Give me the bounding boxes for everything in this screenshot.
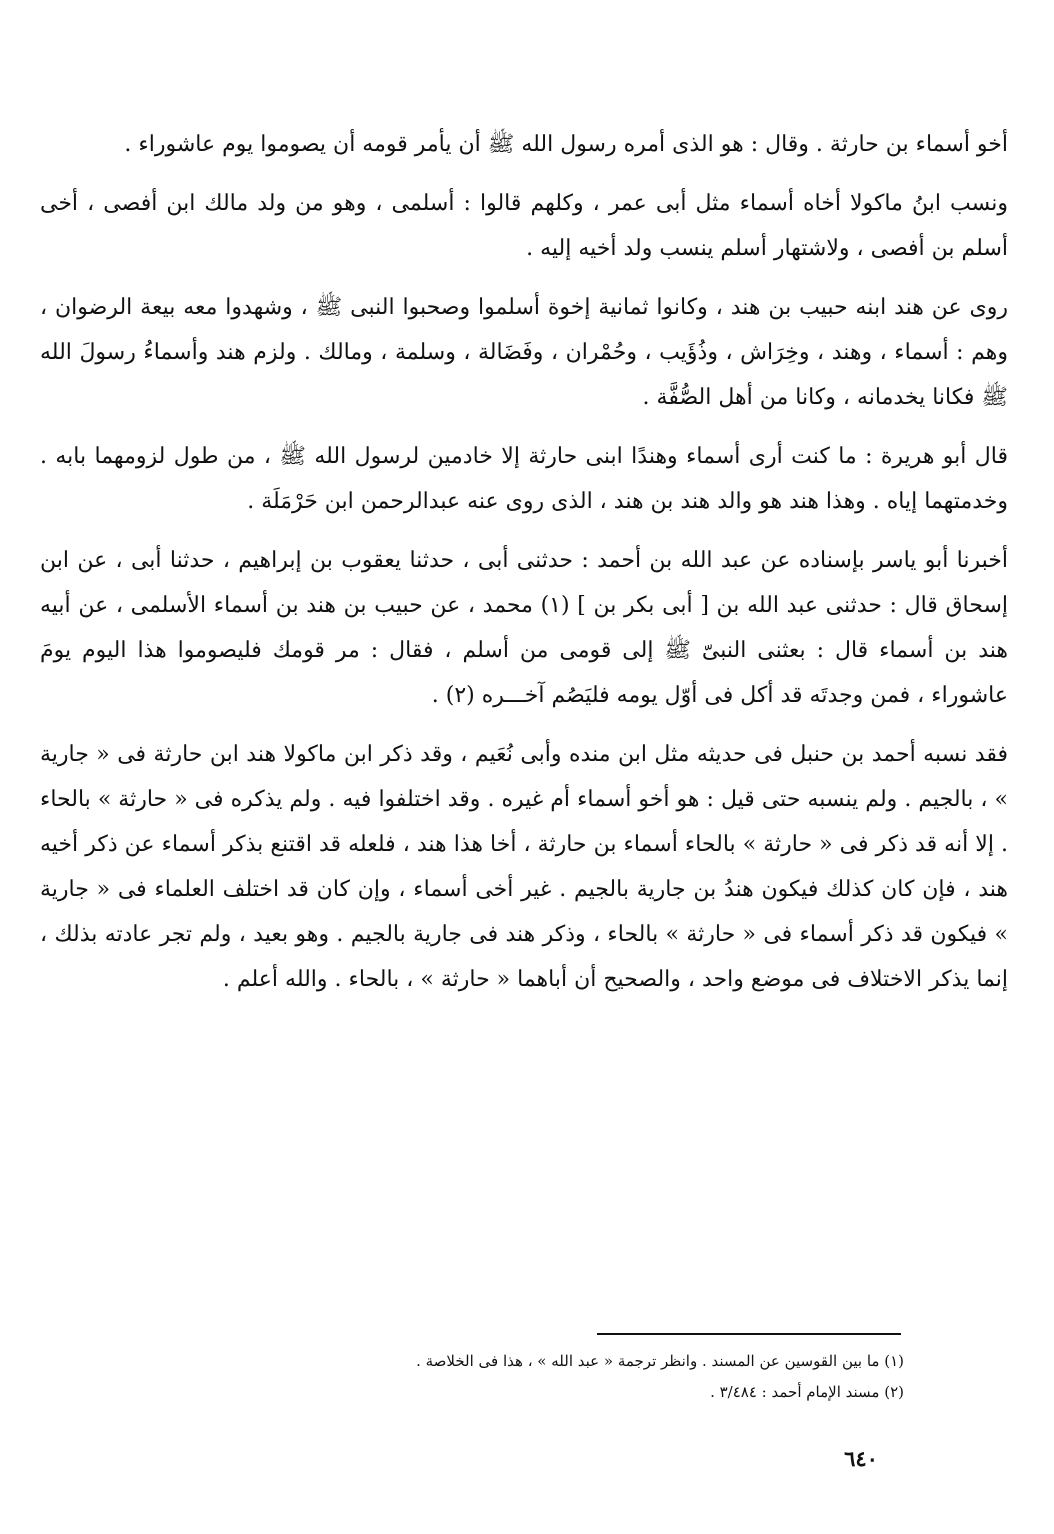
paragraph: ونسب ابنُ ماكولا أخاه أسماء مثل أبى عمر ، وكلهم قالوا : أسلمى ، وهو من ولد مالك ابن أفصى ، أخى أسلم بن أفصى ، ولاشتهار أسلم ينسب ولد أخيه إليه . [40, 191, 1008, 261]
paragraph: روى عن هند ابنه حبيب بن هند ، وكانوا ثمانية إخوة أسلموا وصحبوا النبى ﷺ ، وشهدوا معه بيعة الرضوان ، وهم : أسماء ، وهند ، وخِرَاش ، وذُؤَيب ، وحُمْران ، وفَضَالة ، وسلمة ، ومالك . ولزم هند وأسماءُ رسولَ الله ﷺ فكانا يخدمانه ، وكانا من أهل الصُّفَّة . [40, 295, 1008, 410]
footnote: (٢) مسند الإمام أحمد : ٣/٤٨٤ . [710, 1383, 904, 1401]
page-number: ٦٤٠ [844, 1446, 878, 1471]
footnote: (١) ما بين القوسين عن المسند . وانظر ترجمة « عبد الله » ، هذا فى الخلاصة . [416, 1352, 904, 1370]
paragraph: قال أبو هريرة : ما كنت أرى أسماء وهندًا ابنى حارثة إلا خادمين لرسول الله ﷺ ، من طول لزومهما بابه . وخدمتهما إياه . وهذا هند هو والد هند بن هند ، الذى روى عنه عبدالرحمن ابن حَرْمَلَة . [40, 444, 1008, 514]
paragraph: فقد نسبه أحمد بن حنبل فى حديثه مثل ابن منده وأبى نُعَيم ، وقد ذكر ابن ماكولا هند ابن حارثة فى « جارية » ، بالجيم . ولم ينسبه حتى قيل : هو أخو أسماء أم غيره . وقد اختلفوا فيه . ولم يذكره فى « حارثة » بالحاء . إلا أنه قد ذكر فى « حارثة » بالحاء أسماء بن حارثة ، أخا هذا هند ، فلعله قد اقتنع بذكر أسماء عن ذكر أخيه هند ، فإن كان كذلك فيكون هندُ بن جارية بالجيم . غير أخى أسماء ، وإن كان قد اختلف العلماء فى « جارية » فيكون قد ذكر أسماء فى « حارثة » بالحاء ، وذكر هند فى جارية بالجيم . وهو بعيد ، ولم تجر عادته بذلك ، إنما يذكر الاختلاف فى موضع واحد ، والصحيح أن أباهما « حارثة » ، بالحاء . والله أعلم . [40, 742, 1008, 992]
footnote-separator [597, 1333, 901, 1335]
footnotes [260, 1346, 904, 1408]
paragraph: أخبرنا أبو ياسر بإسناده عن عبد الله بن أحمد : حدثنى أبى ، حدثنا يعقوب بن إبراهيم ، حدثنا أبى ، عن ابن إسحاق قال : حدثنى عبد الله بن [ أبى بكر بن ] (١) محمد ، عن حبيب بن هند بن أسماء الأسلمى ، عن أبيه هند بن أسماء قال : بعثنى النبىّ ﷺ إلى قومى من أسلم ، فقال : مر قومك فليصوموا هذا اليوم يومَ عاشوراء ، فمن وجدتَه قد أكل فى أوّل يومه فليَصُم آخـــره (٢) . [40, 548, 1008, 708]
paragraph: أخو أسماء بن حارثة . وقال : هو الذى أمره رسول الله ﷺ أن يأمر قومه أن يصوموا يوم عاشوراء . [124, 132, 1008, 157]
main-text [40, 122, 1008, 1016]
